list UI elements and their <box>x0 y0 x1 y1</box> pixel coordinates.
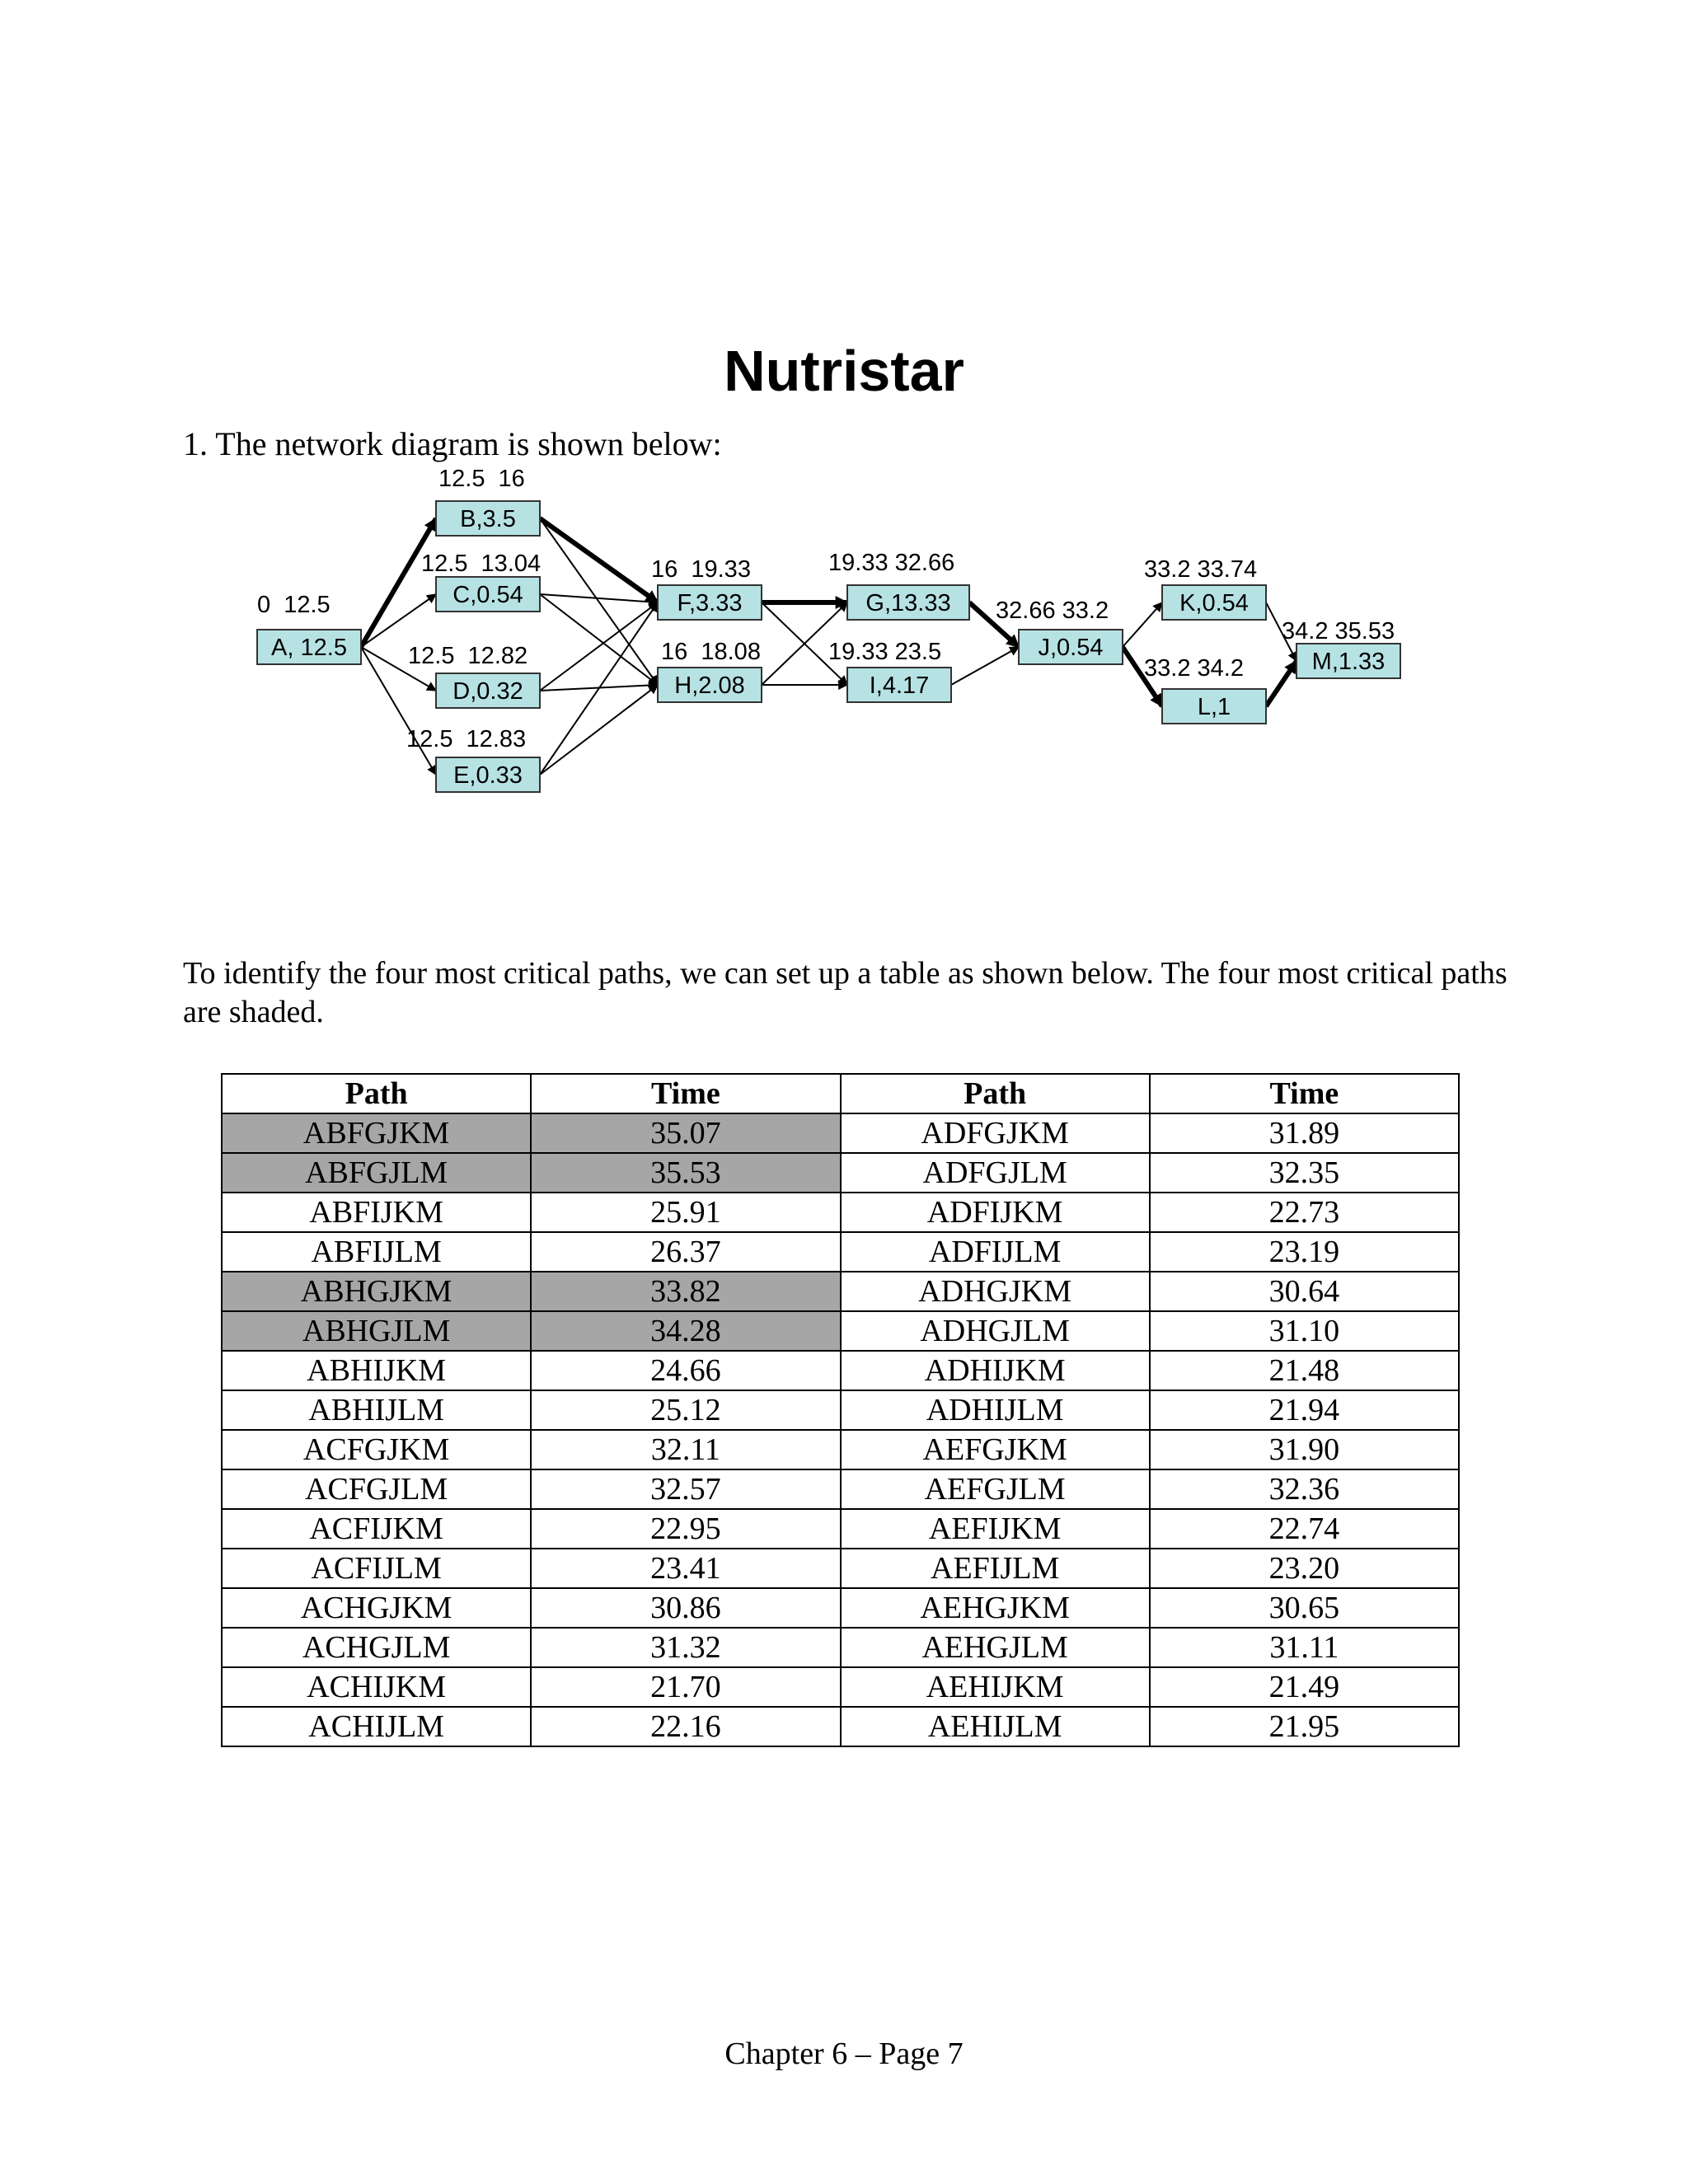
time-cell: 22.95 <box>531 1509 840 1549</box>
node-label: J,0.54 <box>1038 635 1104 661</box>
table-row <box>222 1232 1459 1272</box>
time-cell: 22.74 <box>1150 1509 1459 1549</box>
table-row <box>222 1628 1459 1667</box>
path-cell: ACFGJKM <box>222 1430 531 1469</box>
node-label: E,0.33 <box>453 762 523 789</box>
path-cell: ACFGJLM <box>222 1469 531 1509</box>
time-cell: 32.36 <box>1150 1469 1459 1509</box>
edge-l-m <box>1266 661 1296 706</box>
path-cell: ADFIJKM <box>841 1193 1150 1232</box>
time-cell: 22.16 <box>531 1707 840 1746</box>
path-cell: ACHGJKM <box>222 1588 531 1628</box>
node-times: 34.2 35.53 <box>1282 618 1395 644</box>
path-cell: ACHGJLM <box>222 1628 531 1667</box>
node-times: 12.5 13.04 <box>421 551 542 577</box>
table-row <box>222 1549 1459 1588</box>
time-cell: 23.41 <box>531 1549 840 1588</box>
time-cell: 23.19 <box>1150 1232 1459 1272</box>
time-cell: 31.90 <box>1150 1430 1459 1469</box>
node-times: 0 12.5 <box>257 592 331 618</box>
node-times: 16 18.08 <box>661 639 761 665</box>
node-label: C,0.54 <box>452 582 523 608</box>
time-cell: 21.48 <box>1150 1351 1459 1390</box>
node-times: 33.2 33.74 <box>1144 556 1258 583</box>
node-times: 32.66 33.2 <box>996 598 1109 624</box>
path-cell: ADHIJKM <box>841 1351 1150 1390</box>
edge-a-c <box>361 594 436 647</box>
time-cell: 21.94 <box>1150 1390 1459 1430</box>
time-cell: 21.70 <box>531 1667 840 1707</box>
table-row <box>222 1272 1459 1311</box>
path-cell: ADFGJKM <box>841 1113 1150 1153</box>
column-header-time-1: Time <box>531 1074 840 1113</box>
path-cell: ADHGJLM <box>841 1311 1150 1351</box>
table-row <box>222 1667 1459 1707</box>
node-label: A, 12.5 <box>271 635 347 661</box>
time-cell: 32.35 <box>1150 1153 1459 1193</box>
node-h <box>658 668 762 702</box>
time-cell: 30.65 <box>1150 1588 1459 1628</box>
path-cell: ABFGJKM <box>222 1113 531 1153</box>
table-header-row <box>222 1074 1459 1113</box>
node-g <box>847 585 969 620</box>
edge-i-j <box>951 647 1019 685</box>
node-times: 19.33 23.5 <box>828 639 942 665</box>
time-cell: 32.11 <box>531 1430 840 1469</box>
time-cell: 26.37 <box>531 1232 840 1272</box>
network-diagram <box>0 0 1688 824</box>
node-times: 12.5 12.82 <box>408 643 528 669</box>
path-cell: ABHIJLM <box>222 1390 531 1430</box>
time-cell: 31.32 <box>531 1628 840 1667</box>
node-i <box>847 668 951 702</box>
path-cell: AEHIJKM <box>841 1667 1150 1707</box>
path-cell: ACFIJKM <box>222 1509 531 1549</box>
table-row <box>222 1430 1459 1469</box>
node-b <box>436 501 540 536</box>
table-row <box>222 1390 1459 1430</box>
edge-e-h <box>540 685 658 775</box>
time-cell: 22.73 <box>1150 1193 1459 1232</box>
node-times: 16 19.33 <box>651 556 751 583</box>
node-times: 19.33 32.66 <box>828 550 955 576</box>
path-cell: ACFIJLM <box>222 1549 531 1588</box>
time-cell: 25.91 <box>531 1193 840 1232</box>
paragraph-text: To identify the four most critical paths, we can set up a table as shown below. The four most critical paths are shaded. <box>183 956 1507 1029</box>
column-header-time-2: Time <box>1150 1074 1459 1113</box>
page-footer: Chapter 6 – Page 7 <box>724 2036 964 2071</box>
path-cell: ACHIJLM <box>222 1707 531 1746</box>
node-label: K,0.54 <box>1179 590 1249 616</box>
time-cell: 35.07 <box>531 1113 840 1153</box>
time-cell: 21.49 <box>1150 1667 1459 1707</box>
path-cell: AEFIJKM <box>841 1509 1150 1549</box>
node-label: M,1.33 <box>1311 649 1386 675</box>
time-cell: 32.57 <box>531 1469 840 1509</box>
node-label: L,1 <box>1197 694 1231 720</box>
path-cell: AEFGJLM <box>841 1469 1150 1509</box>
path-cell: ADHIJLM <box>841 1390 1150 1430</box>
node-times: 12.5 16 <box>438 466 525 492</box>
time-cell: 21.95 <box>1150 1707 1459 1746</box>
path-cell: ABHGJLM <box>222 1311 531 1351</box>
path-cell: AEFGJKM <box>841 1430 1150 1469</box>
node-k <box>1162 585 1266 620</box>
table-row <box>222 1193 1459 1232</box>
path-cell: ACHIJKM <box>222 1667 531 1707</box>
edge-b-f <box>540 518 658 602</box>
critical-paths-table <box>221 1073 1460 1747</box>
time-cell: 25.12 <box>531 1390 840 1430</box>
time-cell: 31.11 <box>1150 1628 1459 1667</box>
node-j <box>1019 630 1123 664</box>
path-cell: ADFGJLM <box>841 1153 1150 1193</box>
time-cell: 30.64 <box>1150 1272 1459 1311</box>
path-cell: AEFIJLM <box>841 1549 1150 1588</box>
node-label: I,4.17 <box>869 673 930 699</box>
path-cell: AEHGJKM <box>841 1588 1150 1628</box>
time-cell: 30.86 <box>531 1588 840 1628</box>
time-cell: 24.66 <box>531 1351 840 1390</box>
table-row <box>222 1509 1459 1549</box>
edge-c-h <box>540 594 658 685</box>
time-cell: 23.20 <box>1150 1549 1459 1588</box>
path-cell: ABFIJKM <box>222 1193 531 1232</box>
path-cell: ABHGJKM <box>222 1272 531 1311</box>
table-row <box>222 1351 1459 1390</box>
time-cell: 31.89 <box>1150 1113 1459 1153</box>
path-cell: ABFIJLM <box>222 1232 531 1272</box>
table-row <box>222 1469 1459 1509</box>
page-title: Nutristar <box>724 339 964 403</box>
node-label: D,0.32 <box>452 678 523 705</box>
time-cell: 35.53 <box>531 1153 840 1193</box>
path-cell: ABFGJLM <box>222 1153 531 1193</box>
node-e <box>436 757 540 792</box>
table-row <box>222 1153 1459 1193</box>
node-label: F,3.33 <box>677 590 743 616</box>
node-d <box>436 673 540 708</box>
path-cell: ABHIJKM <box>222 1351 531 1390</box>
node-label: H,2.08 <box>674 673 745 699</box>
column-header-path-1: Path <box>222 1074 531 1113</box>
node-a <box>257 630 361 664</box>
edge-a-b <box>361 518 436 647</box>
path-cell: ADHGJKM <box>841 1272 1150 1311</box>
edge-d-f <box>540 602 658 691</box>
edge-e-f <box>540 602 658 775</box>
edge-j-k <box>1123 602 1162 647</box>
node-label: G,13.33 <box>865 590 951 616</box>
node-c <box>436 577 540 612</box>
table-row <box>222 1311 1459 1351</box>
node-times: 12.5 12.83 <box>406 726 527 752</box>
intro-text: 1. The network diagram is shown below: <box>183 425 722 462</box>
table-row <box>222 1113 1459 1153</box>
time-cell: 34.28 <box>531 1311 840 1351</box>
table-row <box>222 1588 1459 1628</box>
path-cell: AEHGJLM <box>841 1628 1150 1667</box>
time-cell: 33.82 <box>531 1272 840 1311</box>
time-cell: 31.10 <box>1150 1311 1459 1351</box>
table-row <box>222 1707 1459 1746</box>
column-header-path-2: Path <box>841 1074 1150 1113</box>
node-l <box>1162 689 1266 724</box>
node-f <box>658 585 762 620</box>
path-cell: AEHIJLM <box>841 1707 1150 1746</box>
path-cell: ADFIJLM <box>841 1232 1150 1272</box>
node-times: 33.2 34.2 <box>1144 655 1244 682</box>
node-m <box>1296 644 1400 678</box>
node-label: B,3.5 <box>460 506 516 532</box>
